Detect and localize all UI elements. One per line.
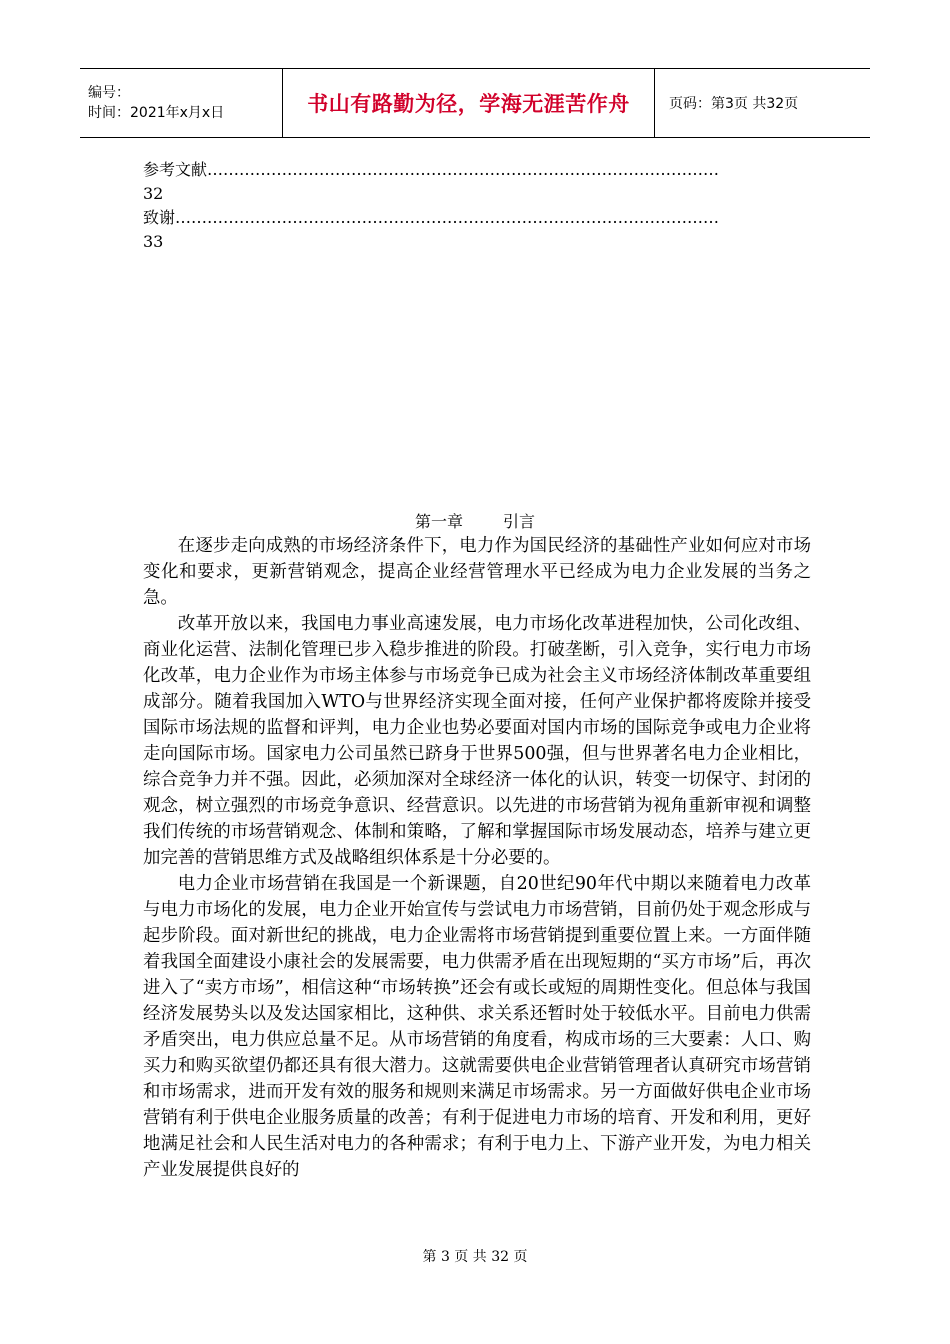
number-label: 编号： [88,85,130,101]
paragraph: 电力企业市场营销在我国是一个新课题，自20世纪90年代中期以来随着电力改革与电力市场化的发展，电力企业开始宣传与尝试电力市场营销，目前仍处于观念形成与起步阶段。面对新世纪的挑战，电力企业需将市场营销提到重要位置上来。一方面伴随着我国全面建设小康社会的发展需要，电力供需矛盾在出现短期的“买方市场”后，再次进入了“卖方市场”，相信这种“市场转换”还会有或长或短的周期性变化。但总体与我国经济发展势头以及发达国家相比，这种供、求关系还暂时处于较低水平。目前电力供需矛盾突出，电力供应总量不足。从市场营销的角度看，构成市场的三大要素：人口、购买力和购买欲望仍都还具有很大潜力。这就需要供电企业营销管理者认真研究市场营销和市场需求，进而开发有效的服务和规则来满足市场需求。另一方面做好供电企业市场营销有利于供电企业服务质量的改善；有利于促进电力市场的培育、开发和利用，更好地满足社会和人民生活对电力的各种需求；有利于电力上、下游产业开发，为电力相关产业发展提供良好的 [143,874,811,1180]
paragraph: 改革开放以来，我国电力事业高速发展，电力市场化改革进程加快，公司化改组、商业化运营、法制化管理已步入稳步推进的阶段。打破垄断，引入竞争，实行电力市场化改革，电力企业作为市场主体参与市场竞争已成为社会主义市场经济体制改革重要组成部分。随着我国加入WTO与世界经济实现全面对接，任何产业保护都将废除并接受国际市场法规的监督和评判，电力企业也势必要面对国内市场的国际竞争或电力企业将走向国际市场。国家电力公司虽然已跻身于世界500强，但与世界著名电力企业相比，综合竞争力并不强。因此，必须加深对全球经济一体化的认识，转变一切保守、封闭的观念，树立强烈的市场竞争意识、经营意识。以先进的市场营销为视角重新审视和调整我们传统的市场营销观念、体制和策略，了解和掌握国际市场发展动态，培养与建立更加完善的营销思维方式及战略组织体系是十分必要的。 [143,614,811,868]
header-left [80,69,282,137]
table-of-contents [143,158,813,254]
chapter-body [143,533,811,1183]
chapter-heading [0,511,950,533]
page-header [80,68,870,138]
toc-leader-dots: …………………………………………………………………………………… [207,160,720,179]
toc-entry-page: 32 [143,184,164,203]
page-info-text: 页码：第3页 共32页 [669,96,799,112]
header-motto [282,69,655,137]
time-label: 时间：2021年x月x日 [88,105,225,121]
toc-entry[interactable] [143,206,813,230]
header-page-info [655,69,870,137]
footer-page-number: 第 3 页 共 32 页 [422,1249,528,1265]
chapter-number: 第一章 [414,512,463,531]
toc-leader-dots: ………………………………………………………………………………………… [175,208,720,227]
page-footer [0,1248,950,1266]
toc-entry-title: 致谢 [143,208,176,227]
motto-text: 书山有路勤为径，学海无涯苦作舟 [307,92,630,116]
toc-entry-title: 参考文献 [143,160,208,179]
toc-entry[interactable] [143,158,813,182]
toc-entry-page: 33 [143,232,164,251]
chapter-title: 引言 [503,512,536,531]
paragraph: 在逐步走向成熟的市场经济条件下，电力作为国民经济的基础性产业如何应对市场变化和要求，更新营销观念，提高企业经营管理水平已经成为电力企业发展的当务之急。 [143,536,811,608]
